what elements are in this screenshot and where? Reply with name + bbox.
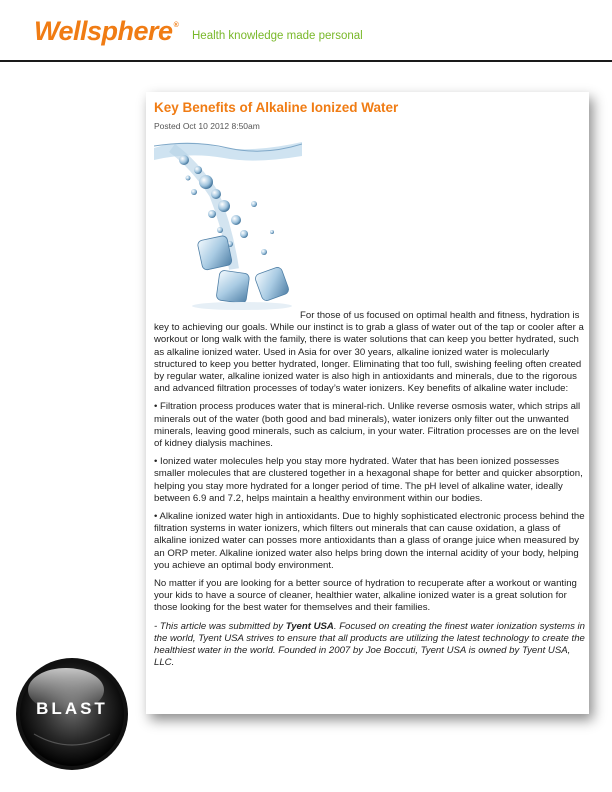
tagline: Health knowledge made personal [192, 30, 363, 42]
posted-date: Posted Oct 10 2012 8:50am [154, 121, 260, 131]
header-divider [0, 60, 612, 62]
submission-note [154, 621, 586, 670]
article-body [154, 310, 586, 675]
footer-description: . Focused on creating the finest water ionization systems in the world, Tyent USA strives to ensure that all products are utilizing the latest technology to create the healthiest water in the world. Founded in 2007 by Joe Boccuti, Tyent USA is owned by Tyent USA, LLC. [154, 620, 586, 669]
registered-mark: ® [173, 22, 179, 29]
water-splash-image [154, 134, 302, 312]
logo-text: Wellsphere [34, 16, 173, 46]
bullet-item: • Ionized water molecules help you stay more hydrated. Water that has been ionized possesses smaller molecules that are clustered together in a hexagonal shape for better and quicker absorption, helping you stay more hydrated for a longer period of time. The pH level of alkaline water, ideally between 6.9 and 7.2, helps maintain a healthy environment within our bodies. [154, 456, 583, 504]
bullet-item: • Filtration process produces water that is mineral-rich. Unlike reverse osmosis water, which strips all minerals out of the water (both good and bad minerals), water ionizers only filter out the unwanted minerals, leaving good minerals, such as calcium, in your water. Filtration processes are on the level of kidney dialysis machines. [154, 401, 581, 450]
closing-paragraph: No matter if you are looking for a better source of hydration to recuperate after a workout or wanting your kids to have a source of cleaner, healthier water, alkaline ionized water is a great solution for those looking for the best water for themselves and their families. [154, 578, 577, 614]
blast-badge [14, 656, 130, 772]
wellsphere-logo[interactable] [34, 16, 177, 47]
blast-label: BLAST [36, 699, 108, 718]
company-name: Tyent USA [285, 620, 334, 632]
bullet-item: • Alkaline ionized water high in antioxidants. Due to highly sophisticated electronic process behind the filtration systems in water ionizers, which filters out minerals that can cause oxidation, a glass of alkaline ionized water can posses more antioxidants than a glass of orange juice when measured by an ORP meter. Alkaline ionized water also helps bring down the internal acidity of your body, helping you achieve an optimal body environment. [154, 511, 585, 571]
site-header [0, 0, 612, 64]
article-title: Key Benefits of Alkaline Ionized Water [154, 100, 399, 115]
article-card [146, 92, 589, 714]
intro-paragraph: For those of us focused on optimal health and fitness, hydration is key to achieving our goals. While our instinct is to grab a glass of water out of the tap or cooler after a workout or long walk with the family, there is water solutions that can keep you better hydrated, such as alkaline ionized water. Used in Asia for over 30 years, alkaline ionized water is molecularly structured to keep you better hydrated, longer. Eliminating that too full, swishing feeling often created by regular water, alkaline ionized water is also high in antioxidants and minerals, due to the rigorous and advanced filtration processes of today’s water ionizers. Key benefits of alkaline water include: [154, 310, 584, 395]
footer-prefix: - This article was submitted by [154, 620, 286, 632]
